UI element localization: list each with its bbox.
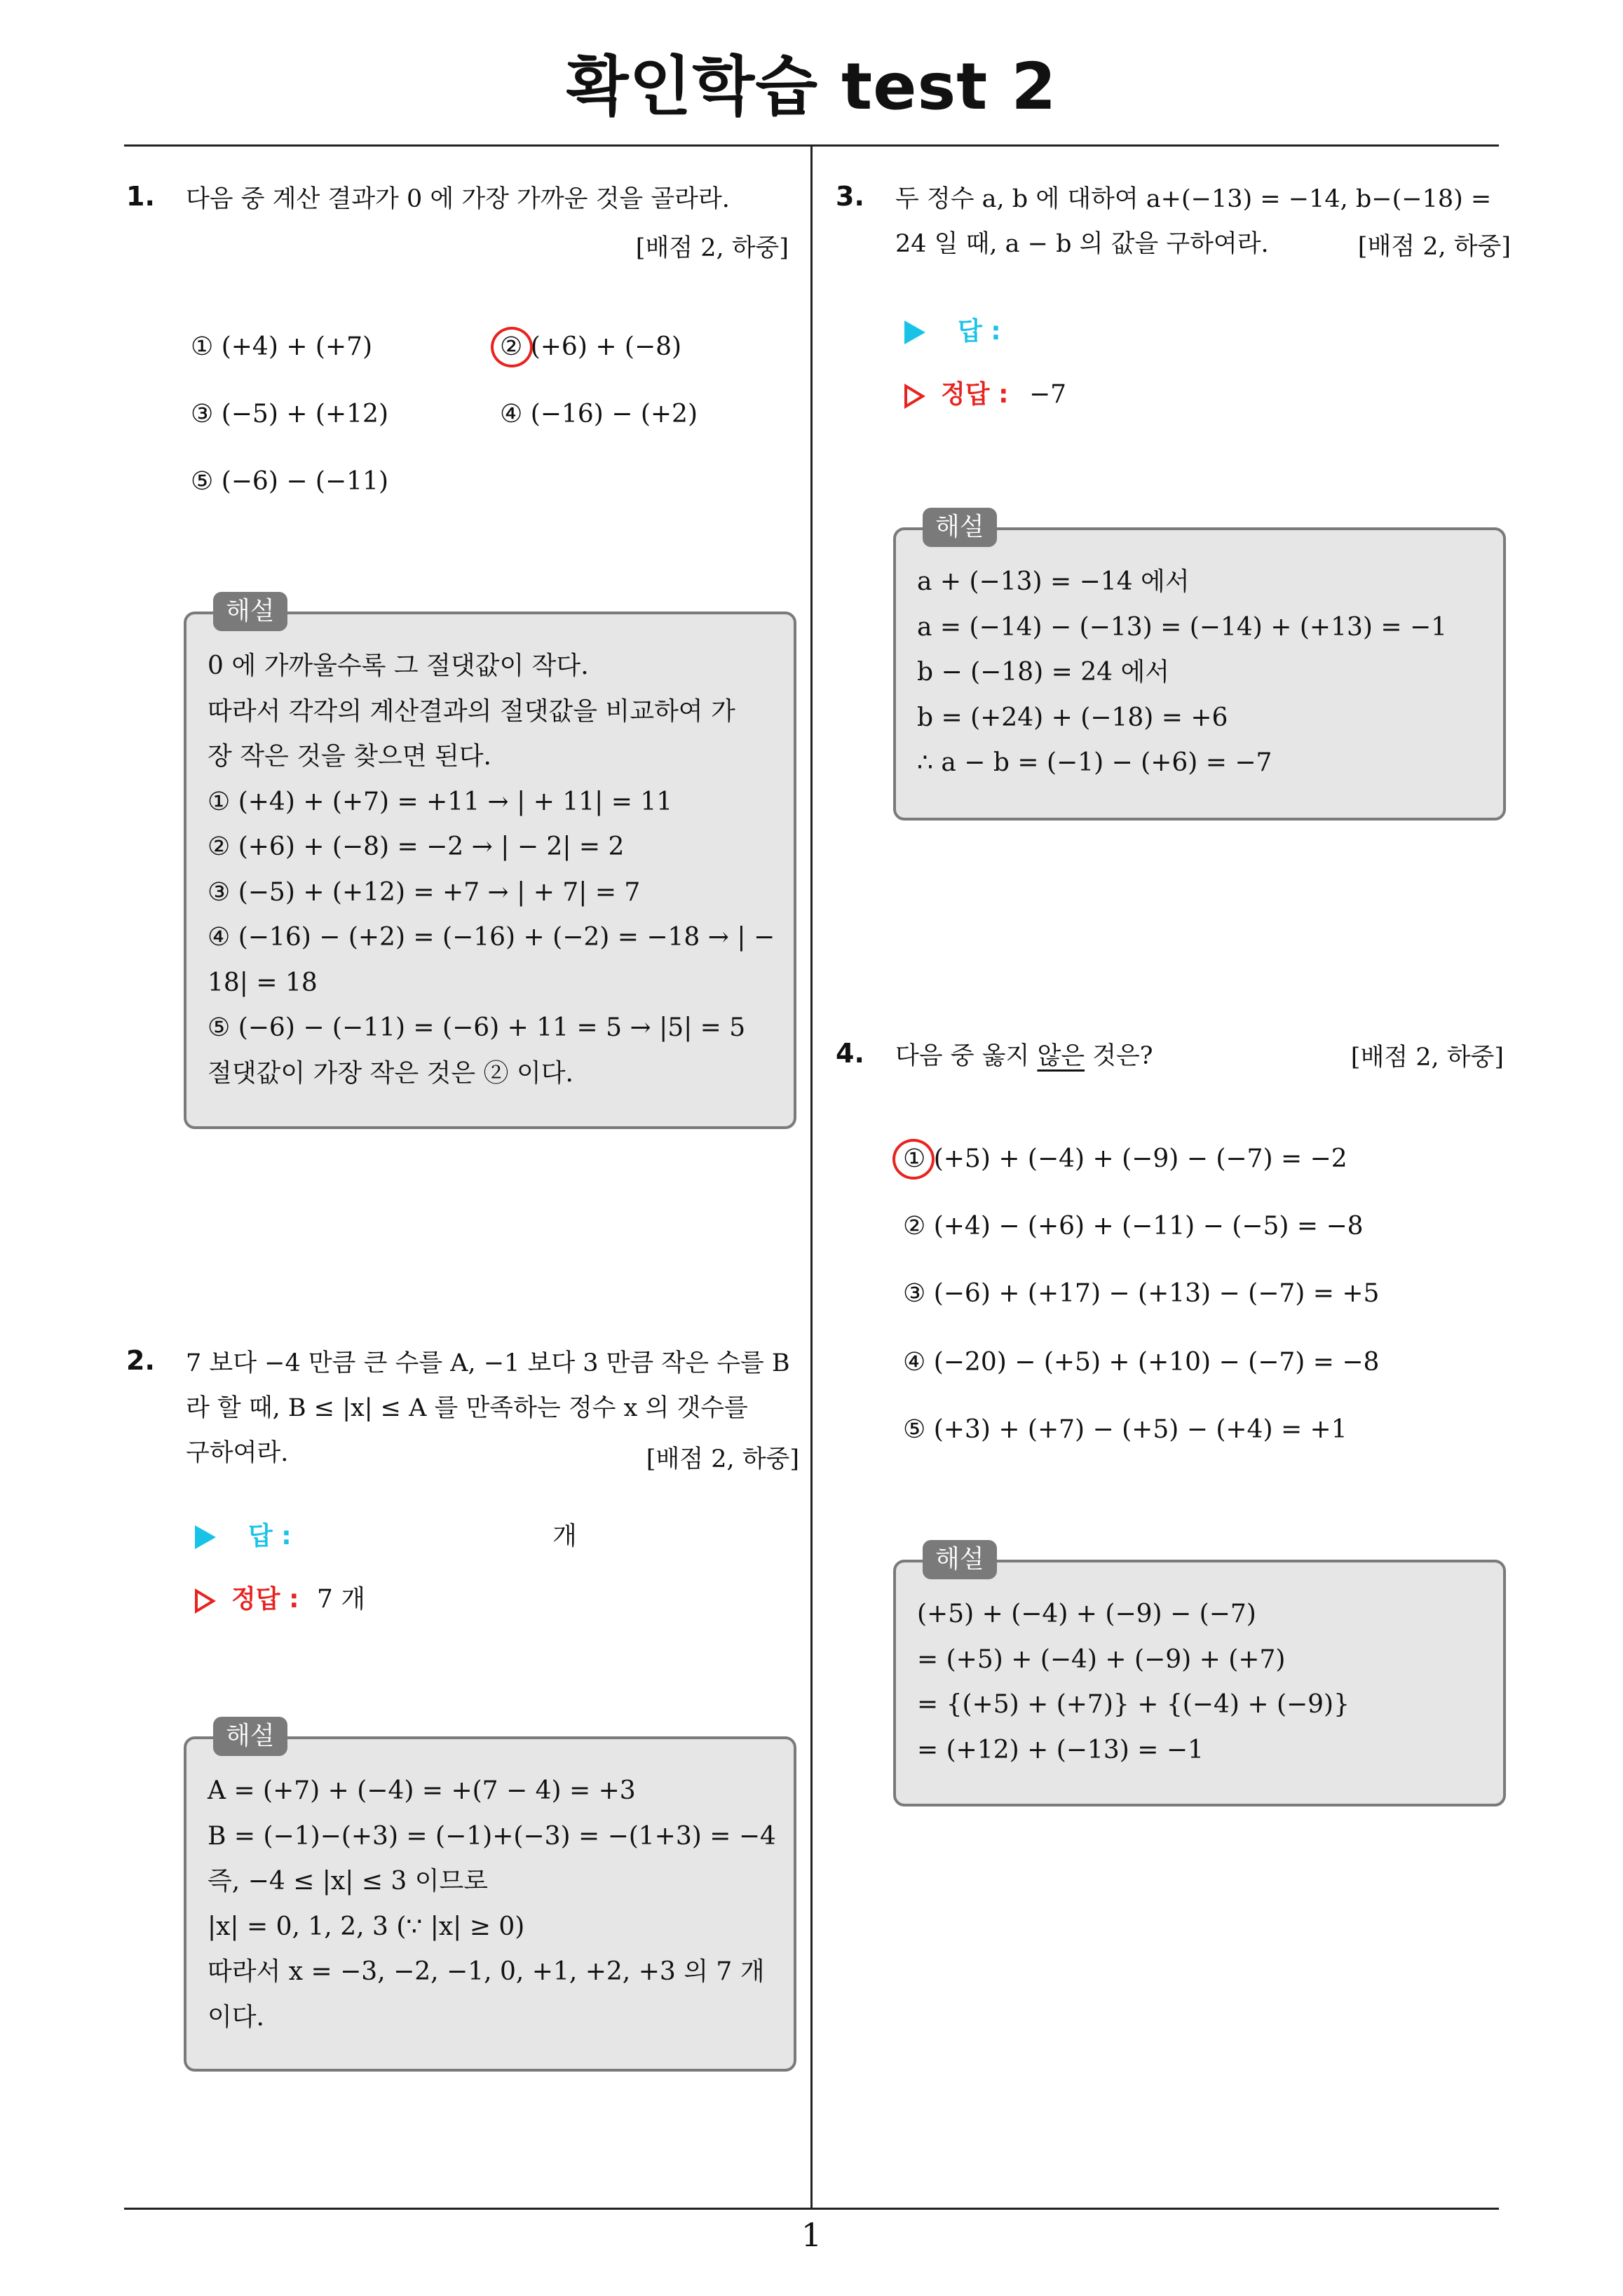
- q3-text-line: 24 일 때, a − b 의 값을 구하여라.: [895, 230, 1269, 258]
- q3-solution-line: b = (+24) + (−18) = +6: [917, 703, 1228, 732]
- q3-solution-line: ∴ a − b = (−1) − (+6) = −7: [917, 748, 1272, 777]
- q4-choice-5[interactable]: ⑤ (+3) + (+7) − (+5) − (+4) = +1: [903, 1415, 1347, 1444]
- question-1-text: 다음 중 계산 결과가 0 에 가장 가까운 것을 골라라.: [186, 185, 730, 213]
- q2-solution-line: B = (−1)−(+3) = (−1)+(−3) = −(1+3) = −4: [208, 1821, 776, 1851]
- correct-arrow-icon: [195, 1588, 216, 1614]
- q4-solution-line: (+5) + (−4) + (−9) − (−7): [917, 1600, 1256, 1628]
- q2-text-line: 7 보다 −4 만큼 큰 수를 A, −1 보다 3 만큼 작은 수를 B: [186, 1349, 790, 1377]
- q3-solution-line: a = (−14) − (−13) = (−14) + (+13) = −1: [917, 612, 1448, 642]
- q4-emphasis: 않은: [1037, 1042, 1085, 1070]
- question-4-number: 4.: [836, 1038, 864, 1069]
- q3-correct-answer: [904, 374, 1066, 410]
- q1-solution-body: [208, 644, 775, 1096]
- correct-arrow-icon: [904, 384, 925, 409]
- q1-solution-line: 절댓값이 가장 작은 것은 ② 이다.: [208, 1058, 573, 1088]
- q2-solution-box: [184, 1722, 796, 2072]
- question-4-text: 다음 중 옳지 않은 것은?: [895, 1042, 1153, 1070]
- q2-solution-line: 즉, −4 ≤ |x| ≤ 3 이므로: [208, 1867, 489, 1896]
- q4-solution-tag: 해설: [923, 1540, 997, 1579]
- q1-solution-tag: 해설: [213, 592, 287, 631]
- q1-solution-line: 0 에 가까울수록 그 절댓값이 작다.: [208, 651, 589, 680]
- q1-solution-line: ① (+4) + (+7) = +11 → | + 11| = 11: [208, 787, 673, 816]
- q1-solution-line: ③ (−5) + (+12) = +7 → | + 7| = 7: [208, 877, 641, 907]
- q3-solution-tag: 해설: [923, 508, 997, 547]
- q2-solution-line: |x| = 0, 1, 2, 3 (∵ |x| ≥ 0): [208, 1912, 525, 1941]
- q3-correct-value: −7: [1028, 380, 1067, 409]
- q3-answer-label: 답 :: [958, 317, 1001, 346]
- answer-arrow-icon: [195, 1525, 216, 1549]
- q4-solution-line: = (+12) + (−13) = −1: [917, 1735, 1204, 1764]
- answer-arrow-icon: [904, 320, 925, 344]
- q2-correct-value: 7 개: [316, 1585, 366, 1614]
- q2-solution-line: 따라서 x = −3, −2, −1, 0, +1, +2, +3 의 7 개: [208, 1957, 765, 1986]
- q2-solution-line: 이다.: [208, 2002, 264, 2032]
- q4-selected-mark: [892, 1139, 935, 1180]
- question-2-score: [배점 2, 하중]: [646, 1445, 799, 1473]
- q4-choice-3[interactable]: ③ (−6) + (+17) − (+13) − (−7) = +5: [903, 1279, 1380, 1308]
- q1-solution-line: ② (+6) + (−8) = −2 → | − 2| = 2: [208, 832, 625, 861]
- q3-solution-box: [893, 513, 1506, 821]
- q4-solution-body: [917, 1592, 1485, 1773]
- q1-solution-line: 18| = 18: [208, 968, 318, 997]
- q3-solution-body: [917, 560, 1485, 786]
- q3-text-line: 두 정수 a, b 에 대하여 a+(−13) = −14, b−(−18) =: [895, 185, 1492, 213]
- page-title: 확인학습 test 2: [566, 49, 1057, 124]
- q1-choice-5[interactable]: ⑤ (−6) − (−11): [191, 467, 388, 496]
- q4-solution-line: = (+5) + (−4) + (−9) + (+7): [917, 1645, 1286, 1674]
- q1-selected-mark: [491, 327, 533, 367]
- q2-answer-field[interactable]: [195, 1516, 292, 1552]
- q2-solution-line: A = (+7) + (−4) = +(7 − 4) = +3: [208, 1776, 636, 1805]
- q2-correct-answer: [195, 1579, 365, 1615]
- q1-choice-3[interactable]: ③ (−5) + (+12): [191, 400, 388, 428]
- footer-rule: [124, 2208, 1499, 2210]
- q3-solution-line: a + (−13) = −14 에서: [917, 567, 1190, 596]
- q1-solution-line: ⑤ (−6) − (−11) = (−6) + 11 = 5 → |5| = 5: [208, 1013, 746, 1042]
- q2-text-line: 라 할 때, B ≤ |x| ≤ A 를 만족하는 정수 x 의 갯수를: [186, 1394, 748, 1422]
- q1-choice-2[interactable]: ② (+6) + (−8): [500, 332, 682, 361]
- q1-choice-4[interactable]: ④ (−16) − (+2): [500, 400, 698, 428]
- q1-solution-box: [184, 597, 796, 1129]
- q4-choice-2[interactable]: ② (+4) − (+6) + (−11) − (−5) = −8: [903, 1212, 1364, 1241]
- question-4-score: [배점 2, 하중]: [1350, 1044, 1504, 1072]
- q2-answer-label: 답 :: [248, 1522, 292, 1551]
- q3-solution-line: b − (−18) = 24 에서: [917, 658, 1170, 687]
- q4-solution-box: [893, 1545, 1506, 1807]
- q2-solution-tag: 해설: [213, 1717, 287, 1756]
- q1-choice-1[interactable]: ① (+4) + (+7): [191, 332, 373, 361]
- question-1-number: 1.: [126, 181, 155, 212]
- q2-answer-unit: 개: [552, 1522, 577, 1551]
- q2-correct-label: 정답 :: [231, 1585, 299, 1614]
- column-divider: [810, 145, 813, 2208]
- question-1-score: [배점 2, 하중]: [635, 234, 789, 262]
- question-3-number: 3.: [836, 181, 864, 212]
- q2-text-line: 구하여라.: [186, 1439, 289, 1467]
- q4-solution-line: = {(+5) + (+7)} + {(−4) + (−9)}: [917, 1690, 1350, 1719]
- q3-correct-label: 정답 :: [941, 380, 1009, 409]
- q1-solution-line: 따라서 각각의 계산결과의 절댓값을 비교하여 가: [208, 696, 735, 726]
- q2-solution-body: [208, 1769, 775, 2040]
- q4-choice-1[interactable]: ① (+5) + (−4) + (−9) − (−7) = −2: [903, 1144, 1347, 1173]
- q4-choice-4[interactable]: ④ (−20) − (+5) + (+10) − (−7) = −8: [903, 1348, 1380, 1377]
- q1-solution-line: ④ (−16) − (+2) = (−16) + (−2) = −18 → | −: [208, 923, 775, 952]
- page-number: 1: [801, 2216, 822, 2254]
- q1-solution-line: 장 작은 것을 찾으면 된다.: [208, 742, 491, 771]
- question-3-score: [배점 2, 하중]: [1357, 233, 1511, 261]
- question-2-number: 2.: [126, 1345, 155, 1376]
- q3-answer-field[interactable]: [904, 311, 1001, 347]
